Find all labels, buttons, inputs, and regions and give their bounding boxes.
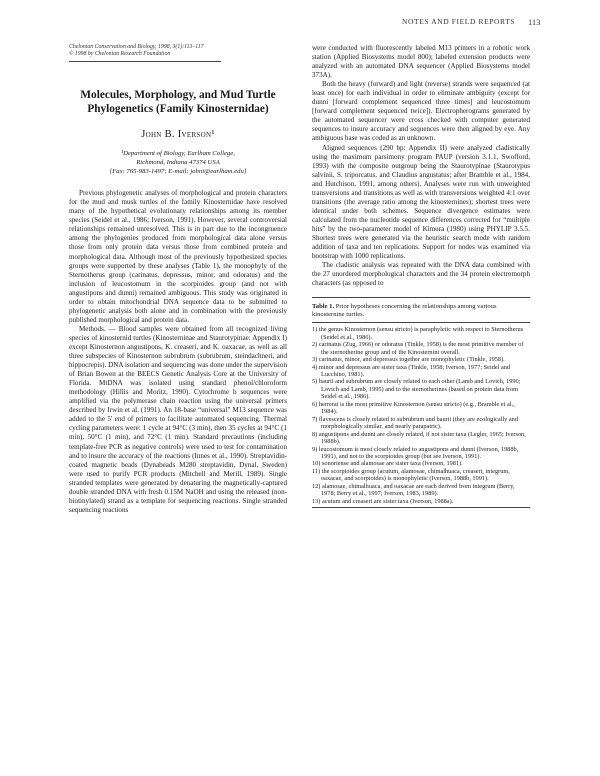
- author-name: John B. Iverson¹: [141, 129, 215, 141]
- body-paragraph: Previous phylogenetic analyses of morphological and protein characters for the mud and musk turtles of the family Kinosternidae have resolved many of the hypothetical evolutionary relationships among its member species (Seidel et al., 1986; Iverson, 1991). However, several controversial relationships remained unresolved. This is in part due to the incongruence among the phylogenies produced from morphological data alone versus those from only protein data versus those from combined protein and morphological data. Although most of the previously hypothesized species groups were supported by these analyses (Table 1), the monophyly of the Sternotherus group (carinatus, depressus, minor, and odoratus) and the inclusion of leucostomum in the scorpioides group (and not with angustipons and dunni) remained ambiguous. This study was originated in order to obtain mitochondrial DNA sequence data to be submitted to phylogenetic analysis both alone and in combination with the previously published morphological and protein data.: [69, 189, 287, 324]
- affiliation-line: [Fax: 765-983-1497; E-mail: johni@earlham.edu]: [109, 167, 247, 175]
- citation-rule: [69, 61, 221, 62]
- running-head: [0, 17, 600, 31]
- table-item: 10) sonoriense and alamosae are sister taxa (Iverson, 1981).: [312, 460, 463, 468]
- affiliation-line: Richmond, Indiana 47374 USA: [136, 159, 220, 166]
- table-item: 5) baurii and subrubrum are closely related to each other (Lamb and Lovich, 1990; Lovich and Lamb, 1995) and to the sternotherines (based on protein data from Seidel et al., 1986).: [312, 378, 521, 401]
- left-column: [69, 44, 287, 515]
- table-item: 12) alamosae, chimalhuaca, and oaxacae are each derived from integrum (Berry, 1978; Berry et al., 1997; Iverson, 1983, 1989).: [312, 482, 515, 498]
- table-item: 11) the scorpioides group (acutum, alamosae, chimalhuaca, creaseri, integrum, oaxacae, and scorpioides) is monophyletic (Iverson, 1988b, 1991).: [312, 467, 510, 483]
- running-title: NOTES AND FIELD REPORTS: [402, 17, 516, 26]
- body-paragraph: Aligned sequences (290 bp: Appendix II) were analyzed cladistically using the maximum parsimony program PAUP (version 3.1.1, Swofford, 1993) with the composite outgroup being the Staurotypinae (Staurotypus salvinii, S. triporcatus, and Claudius angustatus; after Bramble et al., 1984, and Hutchison, 1991, among others). Analyses were run with unweighted transversions and transitions as well as with transversions weighted 4:1 over transitions (the average ratio among the kinosternines); shortest trees were identical under both schemes. Sequence divergence estimates were calculated from the nucleotide sequence differences corrected for “multiple hits” by the two-parameter model of Kimura (1980) using PHYLIP 3.5.5. Shortest trees were generated via the heuristic search mode with random addition of taxa and ten replications. Support for nodes was examined via bootstrap with 1000 replications.: [312, 143, 530, 261]
- article-title: Molecules, Morphology, and Mud Turtle Phylogenetics (Family Kinosternidae): [80, 89, 276, 116]
- table-item: 4) minor and depressus are sister taxa (Tinkle, 1958; Iverson, 1977; Seidel and Lucchino, 1981).: [312, 363, 511, 378]
- table-caption: [312, 303, 530, 319]
- left-body-text: [69, 189, 287, 515]
- table-1: [312, 297, 530, 508]
- table-item: 8) angustipons and dunni are closely related, if not sister taxa (Legler, 1965; Iverson, 1988b).: [312, 430, 526, 446]
- table-items: [312, 326, 530, 505]
- table-label: Table 1.: [312, 303, 335, 311]
- body-paragraph: Both the heavy (forward) and light (reverse) strands were sequenced (at least once) for each individual in order to eliminate ambiguity (except for dunni [forward complement sequenced three times] and leucostomum [forward complement sequenced twice]). Electropherograms generated by the automated sequencer were cross checked with computer generated sequences to insure accuracy and sequences were then aligned by eye. Any ambiguous base was coded as an unknown.: [312, 80, 530, 143]
- table-item: 13) acutum and creaseri are sister taxa (Iverson, 1988a).: [312, 497, 454, 505]
- table-item: 3) carinatus, minor, and depressus together are monophyletic (Tinkle, 1958).: [312, 356, 505, 364]
- citation-line: © 1998 by Chelonian Research Foundation: [69, 51, 171, 58]
- table-item: 6) herrerai is the most primitive Kinosternon (sensu stricto) (e.g., Bramble et al., 1984).: [312, 400, 515, 416]
- table-item: 2) carinatus (Zug, 1966) or odoratus (Tinkle, 1958) is the most primitive member of the sternotherine group and of the Kinosternini overall.: [312, 341, 524, 356]
- author-affiliation: [69, 150, 287, 176]
- page-number: 113: [528, 17, 541, 27]
- citation-line: Chelonian Conservation and Biology, 1998, 3(1):113–117: [69, 44, 204, 50]
- right-column: [312, 44, 530, 508]
- affiliation-line: ¹Department of Biology, Earlham College,: [121, 150, 235, 158]
- body-paragraph: Methods. — Blood samples were obtained from all recognized living species of kinosternid turtles (Kinosterninae and Staurotypinae: Appendix I) except Kinosternon angustipons, K. creaseri, and K. oaxacae, as well as all three subspecies of Kinosternon subrubrum (subrubrum, steindachneri, and hippocrepis). DNA isolation and sequencing was done under the supervision of Brian Bowen at the BEECS Genetic Analysis Core at the University of Florida. MtDNA was isolated using standard phenol/chloroform methodology (Hillis and Moritz, 1990). Cytochrome b sequences were amplified via the polymerase chain reaction using the universal primers described by Irwin et al. (1991). An 18-base “universal” M13 sequence was added to the 5' end of primers to facilitate automated sequencing. Thermal cycling parameters were: 1 cycle at 94°C (3 min), then 35 cycles at 94°C (1 min), 50°C (1 min), and 72°C (1 min). Standard precautions (including template-free PCR as negative controls) were used to test for contamination and to insure the accuracy of the reactions (Innes et al., 1990). Streptavidin-coated magnetic beads (Dynabeads M280 streptavidin, Dynal, Sweden) were used to purify PCR products (Mitchell and Merill, 1989). Single stranded templates were generated by denaturing the magnetically-captured double stranded DNA with fresh 0.15M NaOH and using the released (non-biotinylated) strand as a template for sequencing reactions. Single stranded sequencing reactions: [69, 324, 287, 514]
- table-rule: [312, 322, 530, 323]
- body-paragraph: The cladistic analysis was repeated with the DNA data combined with the 27 unordered morphological characters and the 34 protein electromorph characters (as opposed to: [312, 261, 530, 288]
- table-caption-text: Prior hypotheses concerning the relationships among various kinosternine turtles.: [312, 303, 497, 319]
- table-item: 1) the genus Kinosternon (sensu stricto) is paraphyletic with respect to Sternotherus (Seidel et al., 1986).: [312, 326, 524, 341]
- table-item: 9) leucostomum is most closely related to angustipons and dunni (Iverson, 1988b, 1991), and not to the scorpioides group (but see Iverson, 1991).: [312, 445, 519, 460]
- table-item: 7) flavescens is closely related to subrubrum and baurii (they are ecologically and morphologically similar, and nearly parapatric).: [312, 415, 518, 431]
- body-paragraph: were conducted with fluorescently labeled M13 primers in a robotic work station (Applied Biosystems model 800); labeled extension products were analyzed with an automated DNA sequencer (Applied Biosystems model 373A).: [312, 44, 530, 80]
- citation-block: [69, 44, 221, 58]
- table-bottom-rule: [312, 507, 530, 508]
